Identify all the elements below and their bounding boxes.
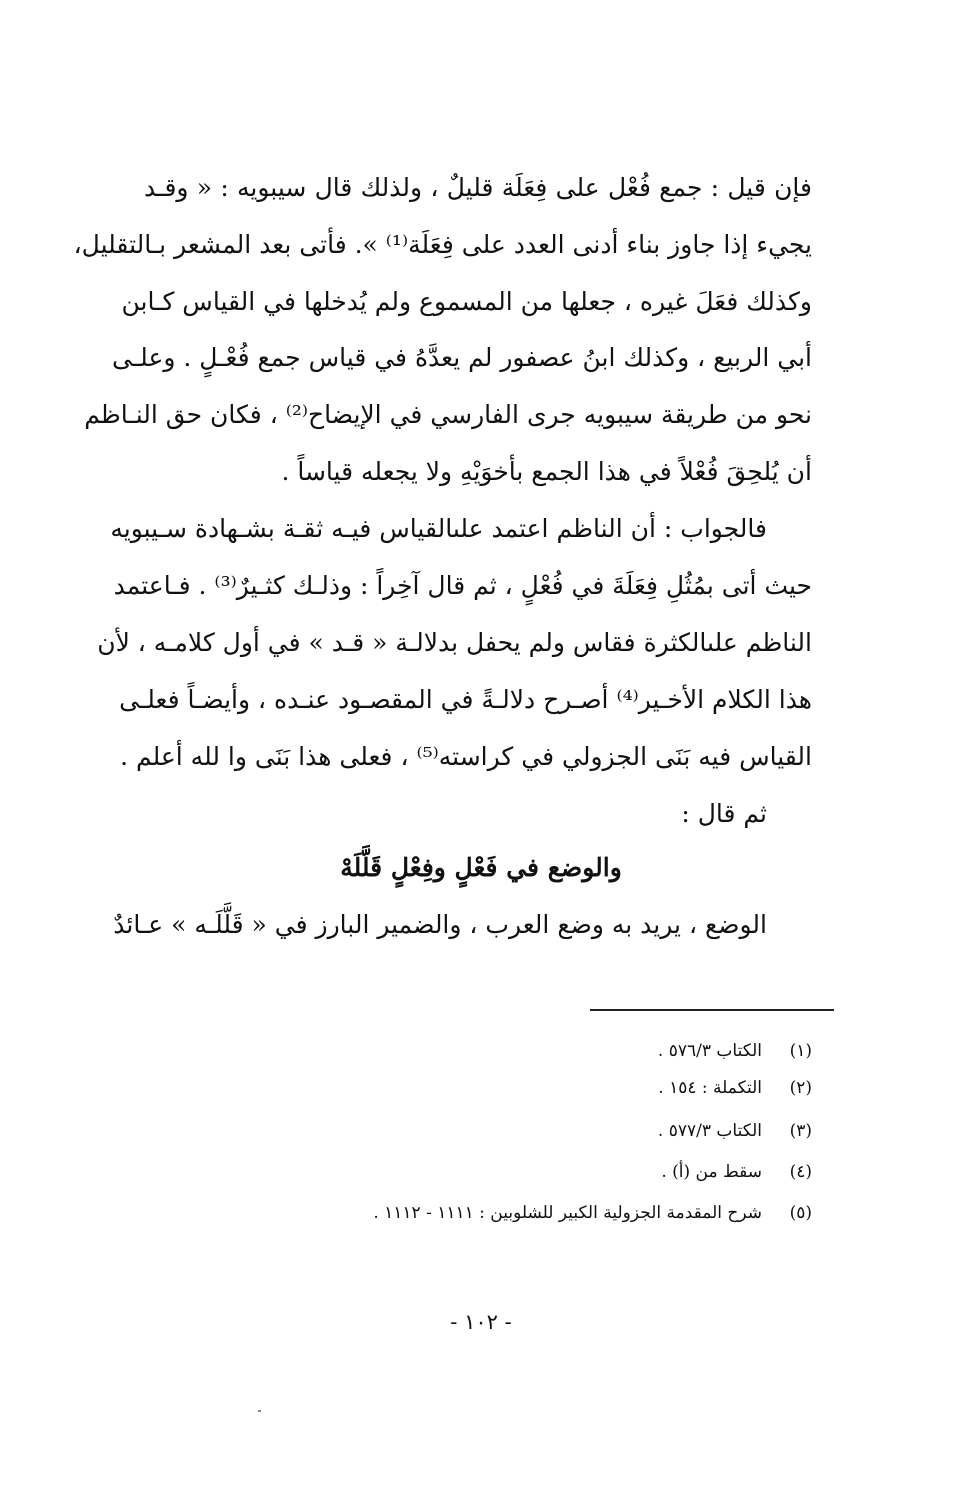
body-line: ثم قال : bbox=[681, 799, 767, 828]
page-number: - ١٠٢ - bbox=[450, 1310, 512, 1334]
body-line: يجيء إذا جاوز بناء أدنى العدد على فِعَلَة⁽¹⁾ ». فأتى بعد المشعر بـالتقليل، bbox=[73, 230, 812, 259]
footnote-text: الكتاب ٥٧٧/٣ . bbox=[657, 1121, 762, 1141]
body-line: الناظم علىالكثرة فقاس ولم يحفل بدلالـة « قـد » في أول كلامـه ، لأن bbox=[97, 628, 812, 657]
footnote-number: (٢) bbox=[789, 1078, 812, 1098]
footnote bbox=[373, 1200, 812, 1226]
body-line: القياس فيه بَنَى الجزولي في كراسته⁽⁵⁾ ، فعلى هذا بَنَى وا لله أعلم . bbox=[120, 742, 812, 771]
footnote bbox=[658, 1075, 812, 1101]
footnote-separator bbox=[590, 1009, 834, 1011]
commentary-line: الوضع ، يريد به وضع العرب ، والضمير البارز في « قَلَّلَـه » عـائدٌ bbox=[113, 910, 767, 939]
scan-speck bbox=[258, 1410, 261, 1412]
footnote bbox=[658, 1038, 812, 1064]
footnote-text: الكتاب ٥٧٦/٣ . bbox=[657, 1041, 762, 1061]
footnote bbox=[658, 1118, 812, 1144]
body-line: نحو من طريقة سيبويه جرى الفارسي في الإيضاح⁽²⁾ ، فكان حق النـاظم bbox=[84, 400, 812, 429]
body-line: هذا الكلام الأخـير⁽⁴⁾ أصـرح دلالـةً في المقصـود عنـده ، وأيضـاً فعلـى bbox=[119, 685, 812, 714]
footnote-text: سقط من (أ) . bbox=[661, 1162, 762, 1182]
body-line: حيث أتى بمُثُلِ فِعَلَةَ في فُعْلٍ ، ثم قال آخِراً : وذلـك كثـيرٌ⁽³⁾ . فـاعتمد bbox=[113, 571, 812, 600]
body-line: أبي الربيع ، وكذلك ابنُ عصفور لم يعدَّهُ في قياس جمع فُعْـلٍ . وعلـى bbox=[112, 343, 812, 372]
body-line: وكذلك فعَلَ غيره ، جعلها من المسموع ولم يُدخلها في القياس كـابن bbox=[121, 287, 812, 316]
footnote-number: (٥) bbox=[789, 1203, 812, 1223]
body-line: فالجواب : أن الناظم اعتمد علىالقياس فيـه ثقـة بشـهادة سـيبويه bbox=[110, 514, 767, 543]
verse-heading: والوضع في فَعْلٍ وفِعْلٍ قَلَّلَهْ bbox=[340, 853, 622, 882]
body-line: فإن قيل : جمع فُعْل على فِعَلَة قليلٌ ، ولذلك قال سيبويه : « وقـد bbox=[144, 173, 812, 202]
footnote-number: (١) bbox=[789, 1041, 812, 1061]
footnote-number: (٣) bbox=[789, 1121, 812, 1141]
body-line: أن يُلحِقَ فُعْلاً في هذا الجمع بأخوَيْهِ ولا يجعله قياساً . bbox=[281, 457, 812, 486]
footnote bbox=[661, 1159, 812, 1185]
footnote-number: (٤) bbox=[789, 1162, 812, 1182]
footnote-text: شرح المقدمة الجزولية الكبير للشلوبين : ١١١١ - ١١١٢ . bbox=[373, 1203, 762, 1223]
footnote-text: التكملة : ١٥٤ . bbox=[658, 1078, 762, 1098]
